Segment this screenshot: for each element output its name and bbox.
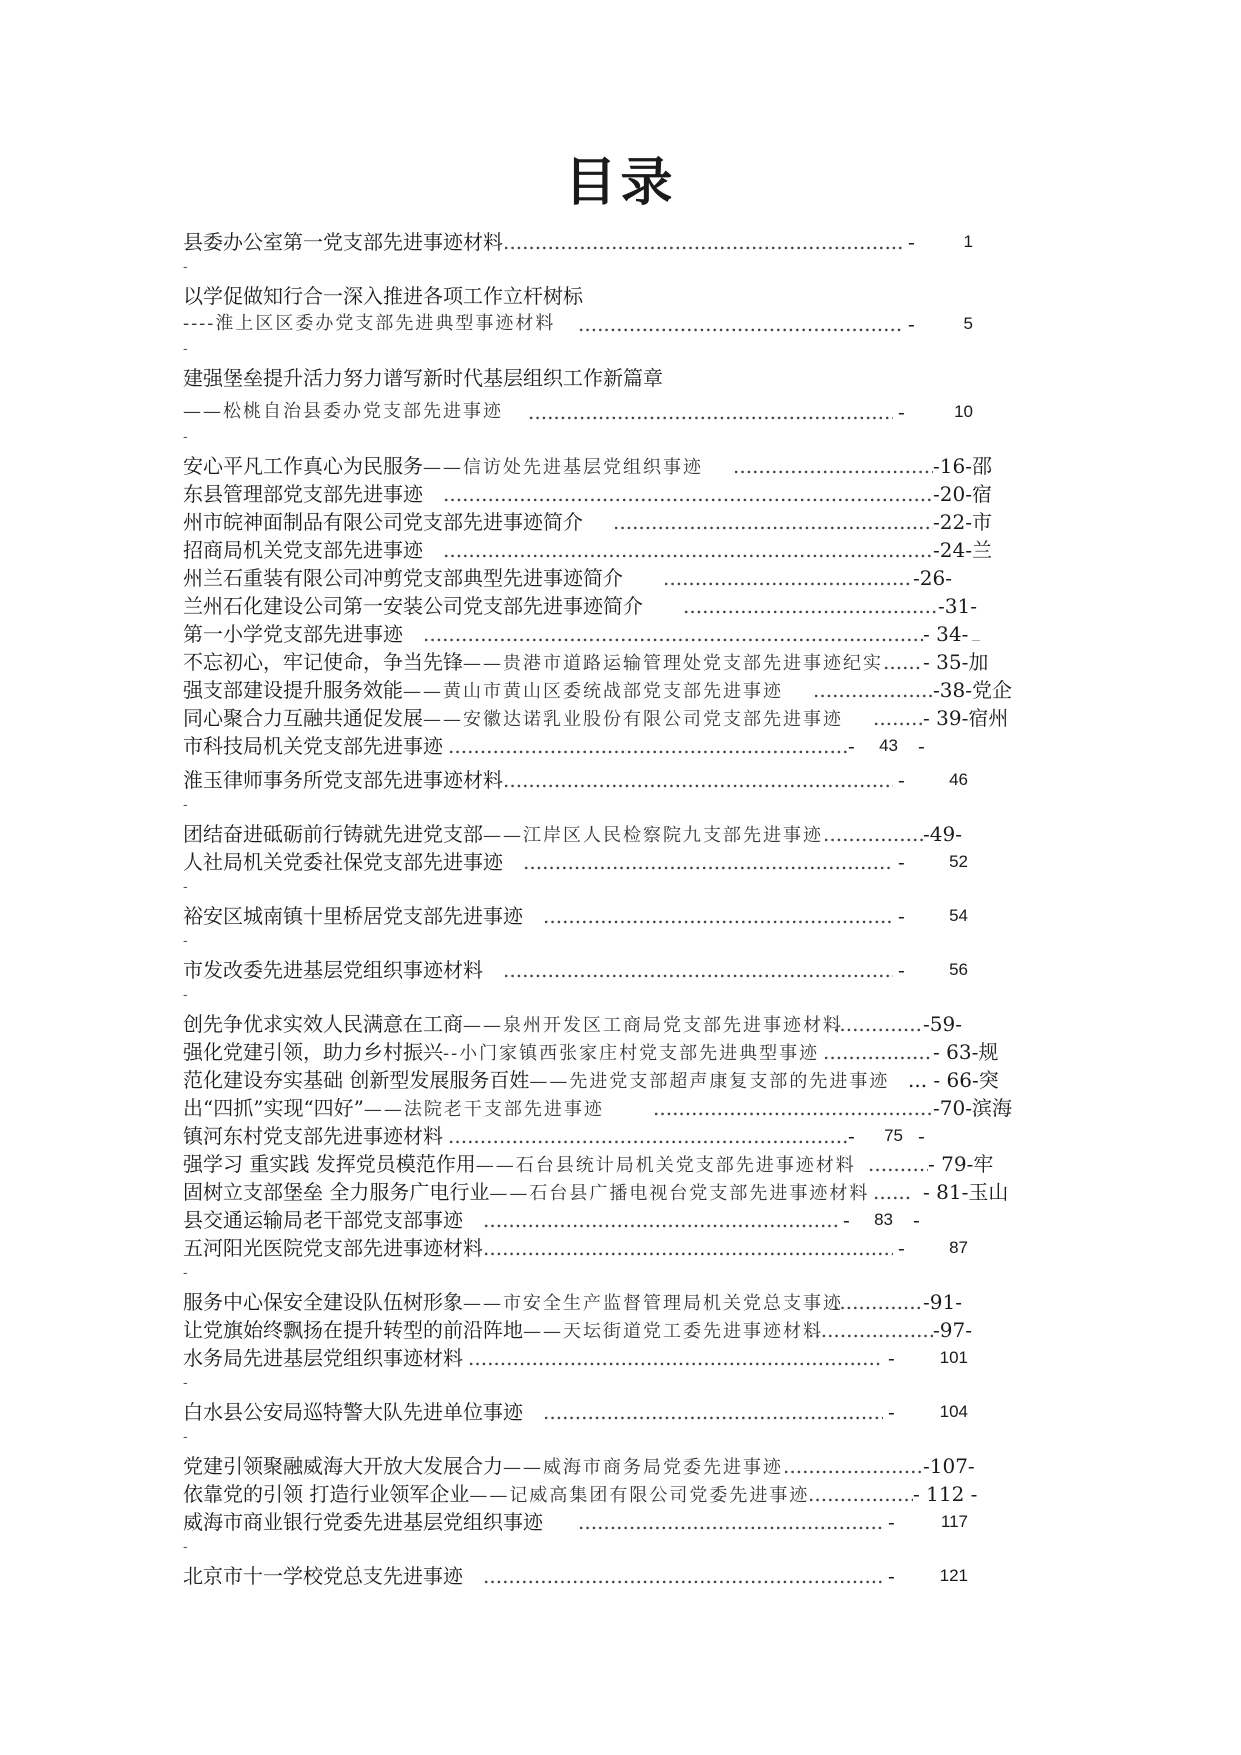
- toc-entry-title: 强化党建引领，助力乡村振兴--小门家镇西张家庄村党支部先进典型事迹: [183, 1040, 820, 1064]
- toc-page-number: 1: [963, 232, 973, 251]
- toc-entry-title: 以学促做知行合一深入推进各项工作立杆树标: [183, 284, 583, 308]
- toc-entry[interactable]: [183, 902, 1063, 930]
- leader-dots: [733, 452, 933, 480]
- toc-stub: -: [183, 1264, 188, 1280]
- toc-entry[interactable]: [183, 1288, 1063, 1316]
- leader-dots: [503, 956, 893, 984]
- toc-entry-title: 水务局先进基层党组织事迹材料: [183, 1346, 463, 1370]
- leader-dots: [483, 1234, 893, 1262]
- toc-entry[interactable]: [183, 1452, 1063, 1480]
- toc-entry-title: 县交通运输局老干部党支部事迹: [183, 1208, 463, 1232]
- toc-entry-title: 出“四抓”实现“四好”——法院老干支部先进事迹: [183, 1096, 604, 1120]
- toc-page-number: -20-宿: [933, 482, 992, 506]
- toc-entry[interactable]: [183, 1508, 1063, 1536]
- toc-dash: -: [843, 1208, 850, 1232]
- toc-entry[interactable]: [183, 1234, 1063, 1262]
- leader-dots: [808, 1316, 933, 1344]
- toc-entry[interactable]: [183, 310, 1063, 338]
- toc-dash: -: [898, 958, 905, 982]
- toc-page-number: 75: [884, 1126, 903, 1145]
- toc-entry[interactable]: [183, 620, 1063, 648]
- toc-entry[interactable]: [183, 564, 1063, 592]
- toc-entry-title: 安心平凡工作真心为民服务——信访处先进基层党组织事迹: [183, 454, 703, 478]
- toc-page-number: 87: [949, 1238, 968, 1257]
- leader-dots: [468, 1344, 883, 1372]
- toc-entry-title: 裕安区城南镇十里桥居党支部先进事迹: [183, 904, 523, 928]
- table-of-contents: [183, 228, 1063, 1590]
- toc-entry-title: 镇河东村党支部先进事迹材料: [183, 1124, 443, 1148]
- toc-entry[interactable]: [183, 1178, 1063, 1206]
- toc-dash: -: [918, 1124, 925, 1148]
- toc-dash: -: [898, 400, 905, 424]
- toc-entry-heading: [183, 364, 1063, 392]
- leader-dots: [578, 310, 903, 338]
- toc-entry-title: 不忘初心，牢记使命，争当先锋——贵港市道路运输管理处党支部先进事迹纪实: [183, 650, 883, 674]
- toc-entry[interactable]: [183, 398, 1063, 426]
- toc-page-number: -49-: [923, 822, 962, 846]
- toc-entry-subtitle: ——松桃自治县委办党支部先进事迹: [183, 401, 503, 422]
- leader-dots: [833, 1288, 923, 1316]
- leader-dots: [523, 848, 893, 876]
- toc-entry-heading: [183, 282, 1063, 310]
- toc-entry-title: 第一小学党支部先进事迹: [183, 622, 403, 646]
- toc-entry-title: 州兰石重装有限公司冲剪党支部典型先进事迹简介: [183, 566, 623, 590]
- leader-dots: [653, 1094, 933, 1122]
- toc-page-number: -59-: [923, 1012, 962, 1036]
- leader-dots: [503, 228, 903, 256]
- leader-dots: [833, 1010, 923, 1038]
- toc-entry[interactable]: [183, 848, 1063, 876]
- toc-dash: -: [908, 230, 915, 254]
- toc-entry[interactable]: [183, 1122, 1063, 1150]
- toc-page-number: - 79-牢: [928, 1152, 994, 1176]
- toc-entry-title: 强学习 重实践 发挥党员模范作用——石台县统计局机关党支部先进事迹材料: [183, 1152, 856, 1176]
- toc-entry[interactable]: [183, 1480, 1063, 1508]
- toc-entry[interactable]: [183, 1038, 1063, 1066]
- toc-entry-title: 团结奋进砥砺前行铸就先进党支部——江岸区人民检察院九支部先进事迹: [183, 822, 823, 846]
- leader-dots: [808, 1480, 913, 1508]
- toc-dash: -: [913, 1208, 920, 1232]
- toc-stub: -: [183, 878, 188, 894]
- toc-page-number: 5: [963, 314, 973, 333]
- toc-page-number: -22-市: [933, 510, 992, 534]
- toc-entry-title: 淮玉律师事务所党支部先进事迹材料: [183, 768, 503, 792]
- toc-page-number: 54: [949, 906, 968, 925]
- toc-entry-title: 党建引领聚融威海大开放大发展合力——威海市商务局党委先进事迹: [183, 1454, 783, 1478]
- leader-dots: [873, 1178, 913, 1206]
- leader-dots: [823, 820, 923, 848]
- toc-page-number: -38-党企: [933, 678, 1012, 702]
- toc-page-number: - 39-宿州: [923, 706, 1009, 730]
- toc-entry[interactable]: [183, 732, 1063, 760]
- toc-page-number: 52: [949, 852, 968, 871]
- toc-page-number: -24-兰: [933, 538, 992, 562]
- leader-dots: [663, 564, 913, 592]
- toc-page-number: -91-: [923, 1290, 962, 1314]
- toc-page-number: -97-: [933, 1318, 972, 1342]
- leader-dots: [483, 1206, 838, 1234]
- toc-page-number: 83: [874, 1210, 893, 1229]
- toc-dash: -: [898, 904, 905, 928]
- leader-dots: [443, 480, 933, 508]
- toc-entry[interactable]: [183, 1066, 1063, 1094]
- toc-dash: -: [918, 734, 925, 758]
- toc-stub: -: [183, 258, 188, 274]
- leader-dots: [823, 1038, 933, 1066]
- toc-entry[interactable]: [183, 766, 1063, 794]
- toc-dash: -: [898, 850, 905, 874]
- toc-entry-title: 服务中心保安全建设队伍树形象——市安全生产监督管理局机关党总支事迹: [183, 1290, 843, 1314]
- toc-stub: -: [183, 986, 188, 1002]
- toc-entry-title: 五河阳光医院党支部先进事迹材料: [183, 1236, 483, 1260]
- toc-entry-title: 兰州石化建设公司第一安装公司党支部先进事迹简介: [183, 594, 643, 618]
- leader-dots: [543, 902, 893, 930]
- toc-entry[interactable]: [183, 1094, 1063, 1122]
- toc-page-number: ... - 66-突: [908, 1068, 999, 1092]
- toc-entry[interactable]: [183, 1562, 1063, 1590]
- toc-page-number: 101: [939, 1348, 968, 1367]
- toc-page-number: 56: [949, 960, 968, 979]
- toc-entry-title: 固树立支部堡垒 全力服务广电行业——石台县广播电视台党支部先进事迹材料: [183, 1180, 870, 1204]
- toc-entry-title: 县委办公室第一党支部先进事迹材料: [183, 230, 503, 254]
- page-title: 目录: [564, 153, 677, 213]
- toc-entry[interactable]: [183, 536, 1063, 564]
- toc-page-number: 104: [939, 1402, 968, 1421]
- toc-page-number: - 63-规: [933, 1040, 999, 1064]
- toc-stub: -: [183, 340, 188, 356]
- toc-entry[interactable]: [183, 648, 1063, 676]
- toc-entry-title: 威海市商业银行党委先进基层党组织事迹: [183, 1510, 543, 1534]
- toc-entry[interactable]: [183, 452, 1063, 480]
- toc-entry-title: 州市皖神面制品有限公司党支部先进事迹简介: [183, 510, 583, 534]
- leader-dots: [483, 1562, 883, 1590]
- leader-dots: [883, 648, 923, 676]
- toc-dash: -: [888, 1346, 895, 1370]
- toc-entry-title: 依靠党的引领 打造行业领军企业——记威高集团有限公司党委先进事迹: [183, 1482, 810, 1506]
- toc-entry[interactable]: [183, 228, 1063, 256]
- toc-entry-title: 人社局机关党委社保党支部先进事迹: [183, 850, 503, 874]
- toc-entry-title: 北京市十一学校党总支先进事迹: [183, 1564, 463, 1588]
- toc-page-number: 10: [954, 402, 973, 421]
- toc-page-number: - 34-: [923, 620, 980, 648]
- toc-entry[interactable]: [183, 592, 1063, 620]
- toc-dash: -: [898, 768, 905, 792]
- toc-entry[interactable]: [183, 1206, 1063, 1234]
- toc-entry-subtitle: ----淮上区区委办党支部先进典型事迹材料: [183, 313, 556, 334]
- leader-dots: [423, 620, 923, 648]
- toc-entry-title: 同心聚合力互融共通促发展——安徽达诺乳业股份有限公司党支部先进事迹: [183, 706, 843, 730]
- toc-entry[interactable]: [183, 676, 1063, 704]
- toc-stub: -: [183, 428, 188, 444]
- toc-entry-title: 招商局机关党支部先进事迹: [183, 538, 423, 562]
- toc-page-number: 117: [940, 1512, 968, 1531]
- leader-dots: [448, 1122, 848, 1150]
- toc-page-number: -31-: [938, 594, 977, 618]
- toc-page-number: - 35-加: [923, 650, 989, 674]
- leader-dots: [783, 1452, 923, 1480]
- toc-entry-title: 市发改委先进基层党组织事迹材料: [183, 958, 483, 982]
- toc-entry-title: 创先争优求实效人民满意在工商——泉州开发区工商局党支部先进事迹材料: [183, 1012, 843, 1036]
- toc-page-number: 43: [879, 736, 898, 755]
- leader-dots: [543, 1398, 883, 1426]
- toc-entry-title: 让党旗始终飘扬在提升转型的前沿阵地——天坛街道党工委先进事迹材料: [183, 1318, 823, 1342]
- leader-dots: [873, 704, 923, 732]
- leader-dots: [613, 508, 933, 536]
- toc-entry[interactable]: [183, 508, 1063, 536]
- toc-stub: -: [183, 1538, 188, 1554]
- toc-entry[interactable]: [183, 1344, 1063, 1372]
- toc-dash: -: [898, 1236, 905, 1260]
- toc-entry-title: 白水县公安局巡特警大队先进单位事迹: [183, 1400, 523, 1424]
- toc-stub: -: [183, 932, 188, 948]
- toc-stub: -: [183, 1374, 188, 1390]
- toc-page-number: - 81-玉山: [923, 1180, 1009, 1204]
- toc-stub: -: [183, 796, 188, 812]
- toc-entry-title: 范化建设夯实基础 创新型发展服务百姓——先进党支部超声康复支部的先进事迹: [183, 1068, 890, 1092]
- toc-entry[interactable]: [183, 704, 1063, 732]
- leader-dots: [443, 536, 933, 564]
- toc-entry-title: 市科技局机关党支部先进事迹: [183, 734, 443, 758]
- toc-page-number: 121: [939, 1566, 968, 1585]
- toc-dash: -: [888, 1510, 895, 1534]
- toc-stub: -: [183, 1428, 188, 1444]
- toc-entry[interactable]: [183, 1398, 1063, 1426]
- toc-entry[interactable]: [183, 1010, 1063, 1038]
- toc-page-number: -107-: [923, 1454, 975, 1478]
- toc-entry[interactable]: [183, 480, 1063, 508]
- toc-dash: -: [888, 1564, 895, 1588]
- toc-page-number: -70-滨海: [933, 1096, 1012, 1120]
- toc-entry[interactable]: [183, 956, 1063, 984]
- leader-dots: [578, 1508, 883, 1536]
- toc-entry-title: 强支部建设提升服务效能——黄山市黄山区委统战部党支部先进事迹: [183, 678, 783, 702]
- toc-dash: -: [888, 1400, 895, 1424]
- toc-entry[interactable]: [183, 1316, 1063, 1344]
- toc-page-number: -16-邵: [933, 454, 992, 478]
- leader-dots: [503, 766, 893, 794]
- toc-entry-title: 东县管理部党支部先进事迹: [183, 482, 423, 506]
- toc-page-number: -26-: [913, 566, 952, 590]
- leader-dots: [868, 1150, 928, 1178]
- toc-entry[interactable]: [183, 820, 1063, 848]
- toc-page-number: 46: [949, 770, 968, 789]
- toc-dash: -: [908, 312, 915, 336]
- leader-dots: [683, 592, 938, 620]
- leader-dots: [448, 732, 848, 760]
- toc-dash: -: [848, 1124, 855, 1148]
- leader-dots: [528, 398, 893, 426]
- toc-entry[interactable]: [183, 1150, 1063, 1178]
- toc-entry-title: 建强堡垒提升活力努力谱写新时代基层组织工作新篇章: [183, 366, 663, 390]
- leader-dots: [813, 676, 933, 704]
- toc-dash: -: [848, 734, 855, 758]
- toc-page-number: - 112 -: [913, 1482, 978, 1506]
